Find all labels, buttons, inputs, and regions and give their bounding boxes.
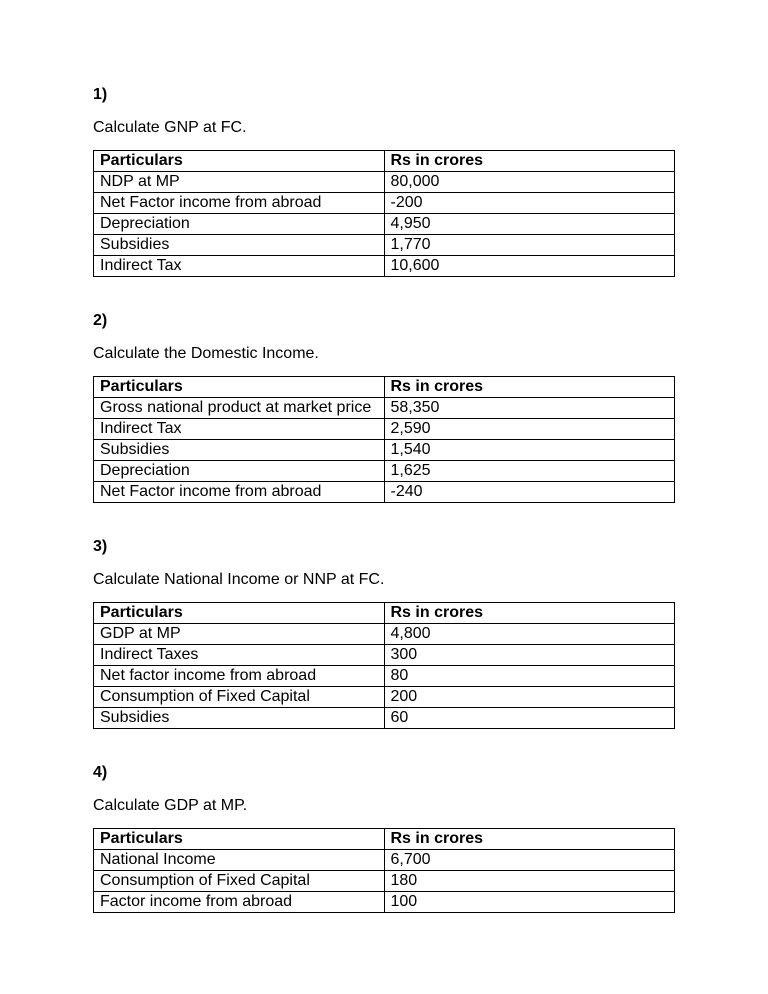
value-cell: 1,770 — [384, 235, 675, 256]
question-instruction: Calculate the Domestic Income. — [93, 345, 319, 362]
particulars-cell: Indirect Tax — [94, 419, 385, 440]
table-row — [94, 461, 675, 482]
particulars-cell: Depreciation — [94, 461, 385, 482]
table-row — [94, 193, 675, 214]
value-cell: -200 — [384, 193, 675, 214]
particulars-cell: GDP at MP — [94, 624, 385, 645]
question-instruction: Calculate National Income or NNP at FC. — [93, 571, 385, 588]
particulars-table — [93, 602, 675, 729]
question-instruction: Calculate GNP at FC. — [93, 119, 247, 136]
value-cell: 2,590 — [384, 419, 675, 440]
particulars-cell: Depreciation — [94, 214, 385, 235]
particulars-cell: Indirect Taxes — [94, 645, 385, 666]
table-header-row — [94, 603, 675, 624]
column-header: Particulars — [94, 377, 385, 398]
particulars-table — [93, 376, 675, 503]
particulars-cell: Subsidies — [94, 440, 385, 461]
table-row — [94, 871, 675, 892]
value-cell: 4,800 — [384, 624, 675, 645]
table-row — [94, 440, 675, 461]
particulars-cell: Subsidies — [94, 708, 385, 729]
question-number: 3) — [93, 538, 108, 555]
question-3 — [93, 538, 675, 729]
particulars-cell: Factor income from abroad — [94, 892, 385, 913]
table-row — [94, 235, 675, 256]
question-2 — [93, 312, 675, 503]
question-4 — [93, 764, 675, 913]
column-header: Rs in crores — [384, 829, 675, 850]
table-row — [94, 482, 675, 503]
table-header-row — [94, 829, 675, 850]
value-cell: 60 — [384, 708, 675, 729]
particulars-cell: Net factor income from abroad — [94, 666, 385, 687]
table-row — [94, 624, 675, 645]
value-cell: 300 — [384, 645, 675, 666]
table-header-row — [94, 151, 675, 172]
column-header: Particulars — [94, 603, 385, 624]
value-cell: 100 — [384, 892, 675, 913]
value-cell: 10,600 — [384, 256, 675, 277]
column-header: Particulars — [94, 151, 385, 172]
question-number: 1) — [93, 86, 108, 103]
table-row — [94, 687, 675, 708]
table-row — [94, 398, 675, 419]
value-cell: 58,350 — [384, 398, 675, 419]
value-cell: 4,950 — [384, 214, 675, 235]
particulars-cell: Consumption of Fixed Capital — [94, 871, 385, 892]
column-header: Rs in crores — [384, 377, 675, 398]
value-cell: 6,700 — [384, 850, 675, 871]
particulars-cell: National Income — [94, 850, 385, 871]
table-row — [94, 256, 675, 277]
particulars-table — [93, 828, 675, 913]
table-row — [94, 892, 675, 913]
particulars-cell: Indirect Tax — [94, 256, 385, 277]
question-instruction: Calculate GDP at MP. — [93, 797, 248, 814]
table-row — [94, 419, 675, 440]
value-cell: -240 — [384, 482, 675, 503]
particulars-table — [93, 150, 675, 277]
table-row — [94, 850, 675, 871]
question-number: 4) — [93, 764, 108, 781]
column-header: Rs in crores — [384, 603, 675, 624]
table-row — [94, 645, 675, 666]
question-1 — [93, 86, 675, 277]
value-cell: 1,540 — [384, 440, 675, 461]
table-row — [94, 172, 675, 193]
table-row — [94, 214, 675, 235]
value-cell: 80 — [384, 666, 675, 687]
table-row — [94, 708, 675, 729]
table-header-row — [94, 377, 675, 398]
value-cell: 200 — [384, 687, 675, 708]
question-number: 2) — [93, 312, 108, 329]
column-header: Rs in crores — [384, 151, 675, 172]
value-cell: 180 — [384, 871, 675, 892]
value-cell: 1,625 — [384, 461, 675, 482]
value-cell: 80,000 — [384, 172, 675, 193]
particulars-cell: Consumption of Fixed Capital — [94, 687, 385, 708]
column-header: Particulars — [94, 829, 385, 850]
particulars-cell: Subsidies — [94, 235, 385, 256]
particulars-cell: Gross national product at market price — [94, 398, 385, 419]
particulars-cell: Net Factor income from abroad — [94, 193, 385, 214]
particulars-cell: NDP at MP — [94, 172, 385, 193]
particulars-cell: Net Factor income from abroad — [94, 482, 385, 503]
table-row — [94, 666, 675, 687]
